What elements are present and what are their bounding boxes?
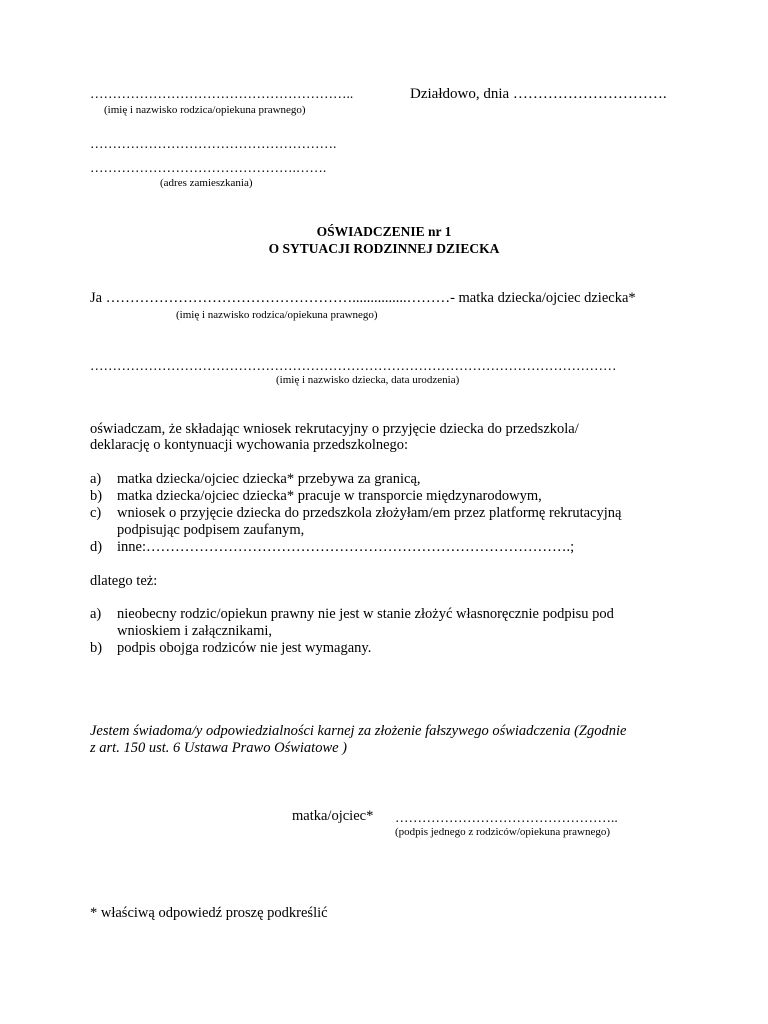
reason-item — [90, 539, 574, 556]
parent-name-line: ………………………………………………….. — [90, 86, 354, 101]
document-title: OŚWIADCZENIE nr 1 — [316, 224, 452, 239]
consequence-label: b) — [90, 640, 103, 656]
consequence-item — [90, 640, 371, 657]
reason-text: inne:…………………………………………………………………………….; — [117, 539, 575, 555]
consequence-text: nieobecny rodzic/opiekun prawny nie jest w stanie złożyć własnoręcznie podpisu pod — [117, 606, 614, 622]
reason-label: d) — [90, 539, 103, 555]
consequence-item — [90, 606, 614, 623]
statement-line-2: deklarację o kontynuacji wychowania przedszkolnego: — [90, 437, 409, 453]
consequence-text: podpis obojga rodziców nie jest wymagany. — [117, 640, 372, 656]
document-subtitle: O SYTUACJI RODZINNEJ DZIECKA — [268, 241, 500, 256]
address-line-2: ……………………………………….……. — [90, 160, 327, 175]
reason-text-continuation: podpisując podpisem zaufanym, — [117, 522, 305, 538]
signature-caption: (podpis jednego z rodziców/opiekuna prawnego) — [395, 826, 611, 838]
child-line: ……………………………………………………………………………………………………… — [90, 358, 617, 373]
declarant-line: Ja ……………………………………………...............………- matka dziecka/ojciec dziecka* — [90, 290, 636, 306]
therefore-label: dlatego też: — [90, 573, 158, 589]
reason-label: b) — [90, 488, 103, 504]
reason-item — [90, 505, 621, 522]
child-caption: (imię i nazwisko dziecka, data urodzenia) — [276, 374, 460, 386]
reason-label: a) — [90, 471, 102, 487]
address-line-1: ………………………………………………. — [90, 136, 337, 151]
liability-line-2: z art. 150 ust. 6 Ustawa Prawo Oświatowe ) — [90, 740, 347, 756]
consequence-label: a) — [90, 606, 102, 622]
statement-line-1: oświadczam, że składając wniosek rekrutacyjny o przyjęcie dziecka do przedszkola/ — [90, 421, 579, 437]
parent-name-caption: (imię i nazwisko rodzica/opiekuna prawnego) — [104, 104, 306, 116]
signature-line: ………………………………………….. — [395, 810, 618, 825]
reason-label: c) — [90, 505, 102, 521]
footnote: * właściwą odpowiedź proszę podkreślić — [90, 905, 328, 921]
reason-item — [90, 488, 542, 505]
reason-item — [90, 471, 421, 488]
address-caption: (adres zamieszkania) — [160, 177, 253, 189]
reason-text: matka dziecka/ojciec dziecka* pracuje w transporcie międzynarodowym, — [117, 488, 542, 504]
consequence-text-continuation: wnioskiem i załącznikami, — [117, 623, 273, 639]
declarant-caption: (imię i nazwisko rodzica/opiekuna prawnego) — [176, 309, 378, 321]
liability-line-1: Jestem świadoma/y odpowiedzialności karnej za złożenie fałszywego oświadczenia (Zgodnie — [90, 723, 627, 739]
place-date: Działdowo, dnia …………………………. — [410, 86, 667, 102]
reason-text: wniosek o przyjęcie dziecka do przedszkola złożyłam/em przez platformę rekrutacyjną — [117, 505, 622, 521]
reason-text: matka dziecka/ojciec dziecka* przebywa za granicą, — [117, 471, 421, 487]
signature-label: matka/ojciec* — [292, 808, 374, 824]
